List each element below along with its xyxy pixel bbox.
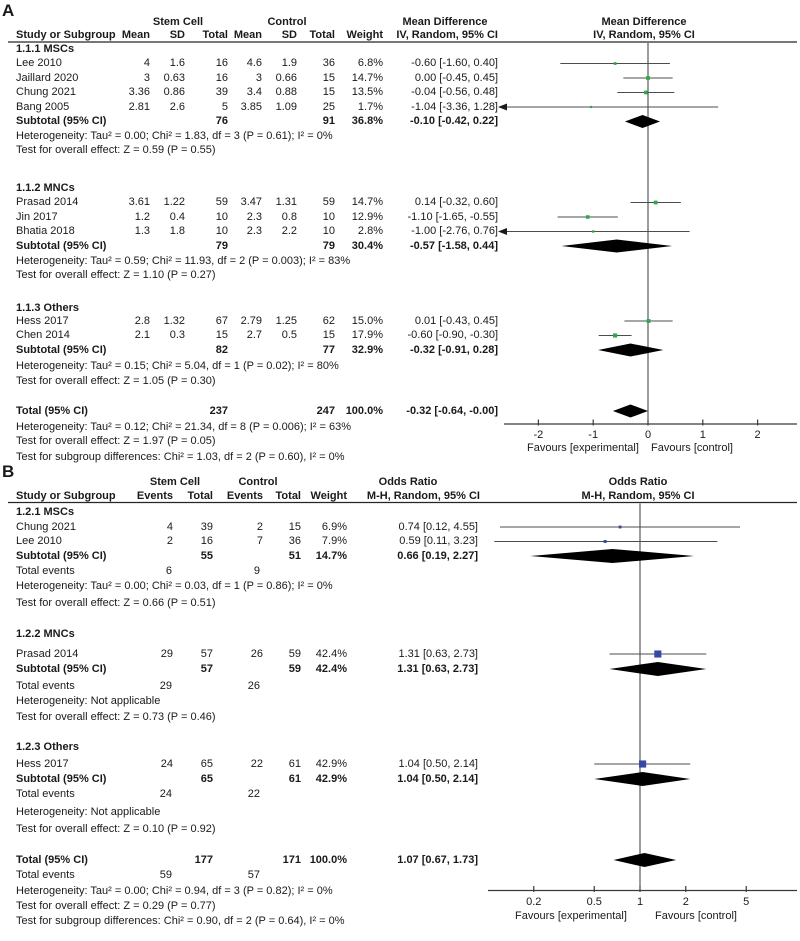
effect-marker — [614, 62, 617, 65]
cell-value: 1.32 — [163, 314, 185, 327]
cell-value: 2.8% — [357, 225, 383, 237]
cell-value: 14.7% — [315, 549, 347, 562]
effect-marker — [590, 106, 592, 108]
study-label: Hess 2017 — [16, 314, 69, 327]
study-label: Bhatia 2018 — [16, 225, 75, 237]
cell-value: 77 — [322, 343, 335, 356]
note-text: Heterogeneity: Tau² = 0.12; Chi² = 21.34, df = 8 (P = 0.006); I² = 63% — [16, 420, 351, 433]
effect-marker — [654, 650, 661, 657]
cell-value: 61 — [288, 757, 301, 770]
cell-value: 51 — [288, 549, 301, 562]
ci-value: -0.10 [-0.42, 0.22] — [409, 115, 498, 127]
total-events-label: Total events — [16, 788, 75, 800]
cell-value: 65 — [200, 757, 213, 770]
column-header: SD — [281, 29, 297, 41]
cell-value: 42.9% — [315, 757, 347, 770]
note-text: Heterogeneity: Not applicable — [16, 694, 161, 707]
panel-a-label: A — [2, 1, 15, 20]
pooled-label: Subtotal (95% CI) — [16, 239, 107, 252]
ci-value: -1.10 [-1.65, -0.55] — [407, 210, 498, 223]
tick-label: -1 — [588, 429, 599, 441]
effect-marker — [647, 319, 651, 323]
column-header: Mean — [121, 29, 150, 41]
ci-value: 1.31 [0.63, 2.73] — [397, 662, 478, 675]
study-label: Chung 2021 — [16, 520, 76, 533]
ci-value: 0.59 [0.11, 3.23] — [399, 535, 478, 547]
cell-value: 100.0% — [345, 404, 383, 417]
cell-value: 57 — [200, 647, 213, 660]
cell-value: 24 — [160, 757, 173, 770]
cell-value: 22 — [250, 757, 263, 770]
cell-value: 36 — [288, 535, 301, 547]
ci-value: 0.01 [-0.43, 0.45] — [414, 314, 498, 327]
cell-value: 7.9% — [321, 535, 347, 547]
tick-label: 2 — [682, 895, 689, 908]
cell-value: 2.81 — [128, 100, 150, 113]
note-text: Test for overall effect: Z = 1.05 (P = 0.30) — [16, 374, 216, 387]
column-header: SD — [169, 29, 185, 41]
total-events-value: 26 — [247, 679, 260, 692]
cell-value: 25 — [322, 100, 335, 113]
cell-value: 100.0% — [309, 853, 347, 866]
ci-value: 1.04 [0.50, 2.14] — [398, 757, 478, 770]
group-header: Odds Ratio — [378, 475, 438, 488]
cell-value: 17.9% — [351, 329, 383, 341]
cell-value: 39 — [215, 86, 228, 98]
cell-value: 0.5 — [281, 329, 297, 341]
cell-value: 2.3 — [246, 225, 262, 237]
cell-value: 13.5% — [351, 86, 383, 98]
study-label: Prasad 2014 — [16, 647, 79, 660]
cell-value: 3.4 — [246, 86, 262, 98]
cell-value: 1.22 — [163, 196, 185, 208]
pooled-diamond — [614, 853, 677, 867]
note-text: Test for overall effect: Z = 0.66 (P = 0.51) — [16, 596, 216, 609]
cell-value: 3.61 — [128, 196, 150, 208]
study-label: Jin 2017 — [16, 210, 58, 223]
cell-value: 2.79 — [240, 314, 262, 327]
effect-marker — [604, 540, 607, 543]
total-events-label: Total events — [16, 869, 75, 881]
cell-value: 2 — [166, 535, 173, 547]
cell-value: 15 — [322, 329, 335, 341]
total-events-value: 57 — [247, 869, 260, 881]
cell-value: 6.9% — [321, 520, 347, 533]
pooled-label: Subtotal (95% CI) — [16, 343, 107, 356]
cell-value: 2.7 — [246, 329, 262, 341]
cell-value: 15 — [322, 86, 335, 98]
total-events-value: 29 — [159, 679, 172, 692]
group-header: Control — [267, 15, 307, 28]
total-events-label: Total events — [16, 564, 75, 577]
pooled-diamond — [561, 240, 672, 253]
note-text: Heterogeneity: Tau² = 0.59; Chi² = 11.93, df = 2 (P = 0.003); I² = 83% — [16, 254, 351, 267]
cell-value: 16 — [215, 71, 228, 84]
cell-value: 2.8 — [134, 314, 150, 327]
cell-value: 3 — [255, 71, 262, 84]
column-header: M-H, Random, 95% CI — [366, 489, 480, 502]
cell-value: 91 — [322, 115, 335, 127]
cell-value: 42.4% — [315, 647, 347, 660]
total-events-value: 22 — [247, 788, 260, 800]
cell-value: 4.6 — [246, 57, 262, 69]
column-header: Study or Subgroup — [16, 29, 116, 41]
column-header: Total — [187, 489, 213, 502]
ci-value: -1.00 [-2.76, 0.76] — [411, 225, 498, 237]
column-header: Events — [136, 489, 173, 502]
ci-value: 1.07 [0.67, 1.73] — [397, 853, 478, 866]
pooled-diamond — [609, 662, 706, 676]
cell-value: 171 — [282, 853, 301, 866]
cell-value: 1.31 — [275, 196, 297, 208]
tick-label: 2 — [754, 429, 761, 441]
section-label: 1.1.3 Others — [16, 301, 79, 314]
cell-value: 16 — [200, 535, 213, 547]
cell-value: 26 — [250, 647, 263, 660]
cell-value: 32.9% — [351, 343, 383, 356]
panel-b-label: B — [2, 462, 15, 481]
cell-value: 0.66 — [275, 71, 297, 84]
cell-value: 10 — [322, 225, 335, 237]
cell-value: 79 — [322, 239, 335, 252]
column-header: Study or Subgroup — [16, 489, 116, 502]
cell-value: 0.63 — [163, 71, 185, 84]
tick-label: 5 — [743, 895, 750, 908]
column-header: IV, Random, 95% CI — [396, 29, 498, 41]
cell-value: 39 — [200, 520, 213, 533]
group-header: Control — [238, 475, 278, 488]
study-label: Lee 2010 — [16, 535, 62, 547]
cell-value: 1.09 — [275, 100, 297, 113]
cell-value: 3.36 — [128, 86, 150, 98]
note-text: Test for overall effect: Z = 1.10 (P = 0.27) — [16, 269, 216, 281]
note-text: Heterogeneity: Tau² = 0.00; Chi² = 0.94, df = 3 (P = 0.82); I² = 0% — [16, 884, 333, 897]
study-label: Hess 2017 — [16, 757, 69, 770]
group-header: Mean Difference — [402, 15, 488, 28]
ci-value: -0.32 [-0.64, -0.00] — [406, 404, 498, 417]
cell-value: 15.0% — [351, 314, 383, 327]
ci-value: -1.04 [-3.36, 1.28] — [411, 100, 498, 113]
cell-value: 4 — [166, 520, 173, 533]
note-text: Test for overall effect: Z = 0.73 (P = 0.46) — [16, 710, 216, 723]
cell-value: 1.6 — [169, 57, 185, 69]
pooled-diamond — [598, 344, 663, 357]
effect-marker — [654, 201, 658, 205]
total-events-label: Total events — [16, 679, 75, 692]
note-text: Test for overall effect: Z = 0.29 (P = 0.77) — [16, 899, 216, 912]
cell-value: 0.86 — [163, 86, 185, 98]
column-header: Total — [202, 29, 228, 41]
effect-marker — [644, 91, 648, 95]
pooled-label: Total (95% CI) — [16, 853, 88, 866]
cell-value: 2.6 — [169, 100, 185, 113]
cell-value: 2.1 — [134, 329, 150, 341]
cell-value: 57 — [200, 662, 213, 675]
arrow-left-icon — [498, 228, 507, 235]
cell-value: 10 — [215, 225, 228, 237]
pooled-diamond — [594, 772, 690, 786]
section-label: 1.1.1 MSCs — [16, 42, 75, 55]
group-header: Stem Cell — [152, 15, 204, 28]
effect-marker — [639, 760, 646, 767]
cell-value: 0.4 — [169, 210, 185, 223]
cell-value: 79 — [215, 239, 228, 252]
cell-value: 1.3 — [134, 225, 150, 237]
column-header: Weight — [346, 29, 383, 41]
cell-value: 14.7% — [351, 71, 383, 84]
cell-value: 237 — [209, 404, 228, 417]
study-label: Bang 2005 — [16, 100, 70, 113]
ci-value: -0.60 [-1.60, 0.40] — [411, 57, 498, 69]
note-text: Heterogeneity: Not applicable — [16, 805, 161, 818]
study-label: Chung 2021 — [16, 86, 76, 98]
cell-value: 177 — [194, 853, 213, 866]
note-text: Heterogeneity: Tau² = 0.15; Chi² = 5.04, df = 1 (P = 0.02); I² = 80% — [16, 359, 339, 372]
effect-marker — [646, 76, 650, 80]
cell-value: 59 — [288, 662, 301, 675]
group-header: Stem Cell — [149, 475, 201, 488]
pooled-diamond — [625, 115, 660, 128]
total-events-value: 59 — [159, 869, 172, 881]
column-header: Total — [275, 489, 301, 502]
cell-value: 1.7% — [357, 100, 383, 113]
study-label: Chen 2014 — [16, 329, 70, 341]
note-text: Test for subgroup differences: Chi² = 0.90, df = 2 (P = 0.64), I² = 0% — [16, 914, 345, 927]
cell-value: 59 — [322, 196, 335, 208]
cell-value: 82 — [215, 343, 228, 356]
section-label: 1.2.3 Others — [16, 740, 79, 753]
arrow-left-icon — [498, 104, 507, 111]
cell-value: 1.9 — [281, 57, 297, 69]
study-label: Jaillard 2020 — [16, 71, 79, 84]
cell-value: 36.8% — [351, 115, 383, 127]
section-label: 1.2.2 MNCs — [16, 627, 75, 640]
section-label: 1.2.1 MSCs — [16, 505, 75, 518]
group-header: Mean Difference — [601, 15, 687, 28]
note-text: Test for overall effect: Z = 0.59 (P = 0.55) — [16, 144, 216, 156]
cell-value: 67 — [215, 314, 228, 327]
cell-value: 5 — [221, 100, 228, 113]
cell-value: 59 — [288, 647, 301, 660]
tick-label: -2 — [533, 429, 544, 441]
cell-value: 62 — [322, 314, 335, 327]
favours-right-label: Favours [control] — [655, 909, 737, 922]
note-text: Test for subgroup differences: Chi² = 1.03, df = 2 (P = 0.60), I² = 0% — [16, 450, 345, 463]
column-header: M-H, Random, 95% CI — [581, 489, 695, 502]
effect-marker — [619, 526, 622, 529]
favours-left-label: Favours [experimental] — [527, 442, 639, 454]
note-text: Test for overall effect: Z = 1.97 (P = 0.05) — [16, 435, 216, 447]
tick-label: 1 — [636, 895, 644, 908]
cell-value: 14.7% — [351, 196, 383, 208]
column-header: Total — [309, 29, 335, 41]
cell-value: 42.9% — [315, 772, 347, 785]
ci-value: 1.31 [0.63, 2.73] — [398, 647, 478, 660]
column-header: IV, Random, 95% CI — [593, 29, 695, 41]
effect-marker — [586, 215, 590, 219]
ci-value: 0.66 [0.19, 2.27] — [397, 549, 478, 562]
cell-value: 3 — [143, 71, 150, 84]
group-header: Odds Ratio — [608, 475, 668, 488]
cell-value: 1.25 — [275, 314, 297, 327]
cell-value: 1.8 — [169, 225, 185, 237]
cell-value: 2.3 — [246, 210, 262, 223]
total-events-value: 24 — [159, 788, 172, 800]
ci-value: 0.14 [-0.32, 0.60] — [414, 196, 498, 208]
note-text: Test for overall effect: Z = 0.10 (P = 0.92) — [16, 822, 216, 835]
pooled-label: Total (95% CI) — [16, 404, 88, 417]
tick-label: 0.5 — [586, 895, 602, 908]
cell-value: 61 — [288, 772, 301, 785]
cell-value: 7 — [256, 535, 263, 547]
ci-value: -0.04 [-0.56, 0.48] — [411, 86, 498, 98]
pooled-label: Subtotal (95% CI) — [16, 772, 107, 785]
cell-value: 15 — [215, 329, 228, 341]
cell-value: 65 — [200, 772, 213, 785]
ci-value: -0.57 [-1.58, 0.44] — [409, 239, 498, 252]
cell-value: 2 — [256, 520, 263, 533]
total-events-value: 9 — [253, 564, 260, 577]
cell-value: 0.3 — [169, 329, 185, 341]
cell-value: 16 — [215, 57, 228, 69]
ci-value: -0.32 [-0.91, 0.28] — [409, 343, 498, 356]
cell-value: 0.88 — [275, 86, 297, 98]
cell-value: 55 — [200, 549, 213, 562]
cell-value: 10 — [215, 210, 228, 223]
ci-value: 0.00 [-0.45, 0.45] — [414, 71, 498, 84]
column-header: Mean — [233, 29, 262, 41]
pooled-label: Subtotal (95% CI) — [16, 115, 107, 127]
column-header: Weight — [310, 489, 347, 502]
cell-value: 30.4% — [351, 239, 383, 252]
study-label: Prasad 2014 — [16, 196, 79, 208]
ci-value: 1.04 [0.50, 2.14] — [397, 772, 478, 785]
favours-right-label: Favours [control] — [651, 442, 733, 454]
ci-value: 0.74 [0.12, 4.55] — [398, 520, 478, 533]
cell-value: 15 — [288, 520, 301, 533]
cell-value: 0.8 — [281, 210, 297, 223]
cell-value: 247 — [316, 404, 335, 417]
tick-label: 1 — [699, 429, 706, 441]
cell-value: 15 — [322, 71, 335, 84]
cell-value: 4 — [143, 57, 150, 69]
note-text: Heterogeneity: Tau² = 0.00; Chi² = 1.83, df = 3 (P = 0.61); I² = 0% — [16, 129, 333, 142]
total-events-value: 6 — [165, 564, 172, 577]
cell-value: 29 — [160, 647, 173, 660]
note-text: Heterogeneity: Tau² = 0.00; Chi² = 0.03, df = 1 (P = 0.86); I² = 0% — [16, 579, 333, 592]
cell-value: 76 — [215, 115, 228, 127]
cell-value: 3.85 — [240, 100, 262, 113]
pooled-diamond — [613, 405, 648, 418]
cell-value: 2.2 — [281, 225, 297, 237]
cell-value: 10 — [322, 210, 335, 223]
cell-value: 6.8% — [357, 57, 383, 69]
column-header: Events — [226, 489, 263, 502]
cell-value: 1.2 — [134, 210, 150, 223]
tick-label: 0.2 — [526, 895, 542, 908]
pooled-label: Subtotal (95% CI) — [16, 662, 107, 675]
tick-label: 0 — [644, 429, 652, 441]
pooled-label: Subtotal (95% CI) — [16, 549, 107, 562]
study-label: Lee 2010 — [16, 57, 62, 69]
cell-value: 12.9% — [351, 210, 383, 223]
pooled-diamond — [530, 549, 694, 563]
effect-marker — [613, 333, 617, 337]
cell-value: 59 — [215, 196, 228, 208]
ci-value: -0.60 [-0.90, -0.30] — [407, 329, 498, 341]
favours-left-label: Favours [experimental] — [515, 909, 627, 922]
cell-value: 36 — [322, 57, 335, 69]
cell-value: 3.47 — [240, 196, 262, 208]
cell-value: 42.4% — [315, 662, 347, 675]
effect-marker — [592, 230, 594, 232]
section-label: 1.1.2 MNCs — [16, 181, 75, 194]
